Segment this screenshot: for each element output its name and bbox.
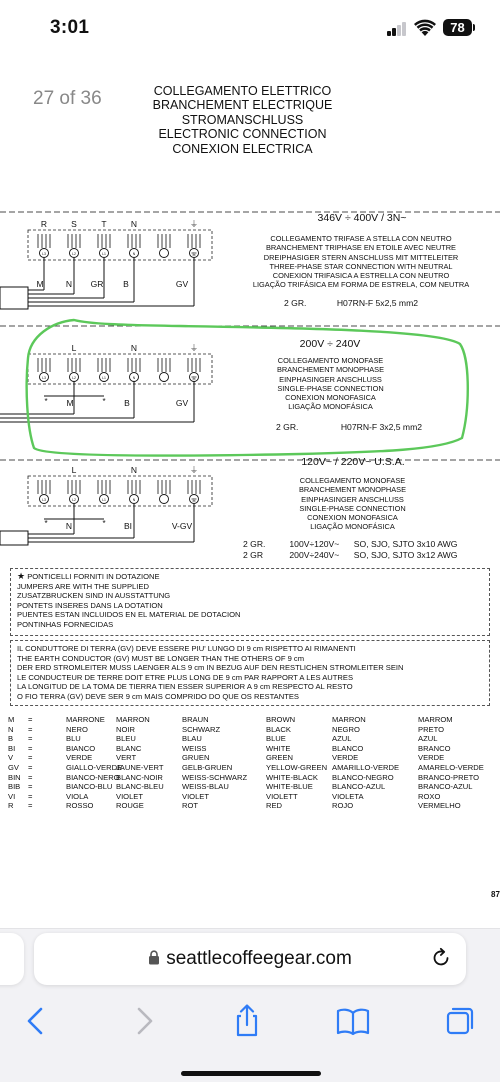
battery-tip [473, 24, 475, 31]
legend-row [8, 725, 498, 735]
note-line: JUMPERS ARE WITH THE SUPPLIED [17, 581, 149, 591]
legend-cell: GELB-GRUEN [182, 762, 233, 772]
terminal-block-outline [28, 354, 212, 384]
legend-cell: VERDE [418, 753, 445, 763]
legend-row [8, 744, 498, 754]
legend-cell: = [28, 734, 33, 744]
legend-cell: BIB [8, 782, 21, 792]
note-text: PONTICELLI FORNITI IN DOTAZIONE [27, 572, 160, 581]
terminal-top-label: N [130, 219, 138, 229]
legend-cell: VIOLET [116, 791, 144, 801]
desc-line: THREE-PHASE STAR CONNECTION WITH NEUTRAL [269, 261, 453, 271]
legend-row [8, 782, 498, 792]
terminal-label: L3 [42, 498, 46, 502]
legend-cell: VERDE [332, 753, 359, 763]
terminal-top-label: L [71, 343, 77, 353]
cable-sheath [0, 287, 28, 309]
legend-cell: VERDE [66, 753, 93, 763]
status-bar [0, 0, 500, 58]
terminal-top-label: R [40, 219, 48, 229]
desc-line: EINPHASINGER ANSCHLUSS [301, 494, 404, 504]
legend-row [8, 715, 498, 725]
legend-cell: AZUL [418, 734, 438, 744]
desc-line: BRANCHEMENT MONOPHASE [298, 485, 407, 495]
legend-cell: BLANCO-NEGRO [332, 772, 394, 782]
share-icon[interactable] [227, 1001, 267, 1041]
note-line: THE EARTH CONDUCTOR (GV) MUST BE LONGER THAN THE OTHERS OF 9 cm [17, 653, 305, 663]
status-time: 3:01 [50, 17, 90, 38]
terminal-label: L3 [42, 376, 46, 380]
wire-label: M [36, 279, 44, 289]
legend-cell: BLANCO [332, 743, 364, 753]
legend-cell: MARRON [116, 715, 150, 724]
legend-cell: JAUNE-VERT [116, 762, 164, 772]
jumper-star: * [44, 519, 48, 528]
legend-row [8, 792, 498, 802]
legend-cell: VERT [116, 753, 137, 763]
cable-sheath [0, 531, 28, 545]
legend-cell: MARRON [332, 715, 366, 724]
legend-cell: BRANCO [418, 743, 451, 753]
legend-cell: GREEN [266, 753, 294, 763]
jumper-star: * [44, 397, 48, 406]
jumpers-note [10, 568, 490, 636]
desc-line: BRANCHEMENT TRIPHASE EN ETOILE AVEC NEUTRE [265, 243, 456, 253]
note-line: PONTINHAS FORNECIDAS [17, 619, 114, 629]
section3-description [280, 476, 425, 532]
wifi-icon [414, 19, 436, 37]
desc-line: SINGLE-PHASE CONNECTION [277, 383, 384, 393]
browser-toolbar [0, 993, 500, 1043]
legend-cell: MARROM [418, 715, 453, 724]
legend-cell: BRANCO-PRETO [418, 772, 480, 782]
legend-cell: ROT [182, 801, 199, 811]
wire-label: B [123, 279, 129, 289]
legend-cell: VIOLETA [332, 791, 364, 801]
legend-cell: WEISS-BLAU [182, 782, 229, 792]
note-line: O FIO TERRA (GV) DEVE SER 9 cm MAIS COMPRIDO DO QUE OS RESTANTES [17, 691, 299, 701]
section3-voltage: 120V~ / 220V~ U.S.A. [301, 456, 405, 468]
home-indicator [181, 1071, 321, 1076]
terminal-top-label: N [130, 465, 138, 475]
desc-line: CONEXION MONOFASICA [285, 393, 376, 403]
legend-cell: GV [8, 762, 19, 772]
section3-cable-row [243, 539, 457, 549]
page-number: 87 [491, 890, 500, 899]
terminal-screw [160, 249, 169, 258]
terminal-label: N [132, 498, 136, 502]
page-counter: 27 of 36 [33, 88, 102, 109]
legend-cell: WHITE [266, 743, 291, 753]
legend-cell: R [8, 801, 14, 811]
wire-label: N [65, 279, 73, 289]
wire-label: M [66, 398, 74, 408]
wire-label: GV [175, 279, 189, 289]
desc-line: COLLEGAMENTO MONOFASE [277, 356, 384, 365]
note-line: LA LONGITUD DE LA TOMA DE TIERRA TIEN ESSER SUPERIOR A 9 cm RESPECTO AL RESTO [17, 682, 353, 692]
desc-line: DREIPHASIGER STERN ANSCHLUSS MIT MITTELEITER [263, 252, 459, 262]
lock-icon [148, 950, 160, 965]
legend-cell: BLANC-NOIR [116, 772, 163, 782]
legend-cell: BIN [8, 772, 21, 782]
note-line: PONTETS INSERES DANS LA DOTATION [17, 600, 163, 610]
legend-cell: AMARELO-VERDE [418, 762, 484, 772]
terminal-label: ⏚ [192, 252, 196, 256]
terminal-screw [160, 495, 169, 504]
cable-type: SO, SJO, SJTO 3x12 AWG [353, 550, 458, 560]
desc-line: CONEXION TRIFASICA A ESTRELLA CON NEUTRO [272, 271, 450, 281]
terminal-top-label: ⏚ [189, 343, 199, 353]
jumper-star: * [102, 519, 106, 528]
desc-line: CONEXION MONOFASICA [307, 513, 398, 523]
terminal-label: ⏚ [192, 498, 196, 502]
legend-cell: BIANCO-NERO [66, 772, 120, 782]
wire-label: GV [175, 398, 189, 408]
legend-cell: BRAUN [182, 715, 209, 724]
legend-cell: BLUE [266, 734, 286, 744]
terminal-label: L2 [72, 376, 76, 380]
legend-cell: BLACK [266, 724, 291, 734]
title-line: BRANCHEMENT ELECTRIQUE [152, 98, 333, 113]
legend-cell: ROJO [332, 801, 354, 811]
address-bar[interactable] [34, 933, 466, 985]
legend-cell: BLANCO-AZUL [332, 782, 386, 792]
terminal-top-label: T [101, 219, 107, 229]
desc-line: LIGAÇÃO TRIFÁSICA EM FORMA DE ESTRELA, COM NEUTRA [252, 280, 470, 290]
note-line: DER ERD STROMLEITER MUSS LAENGER ALS 9 cm IN BEZUG AUF DEN RESTLICHEN STROMLEITER SEIN [17, 663, 404, 673]
title-line: COLLEGAMENTO ELETTRICO [153, 84, 332, 98]
desc-line: COLLEGAMENTO MONOFASE [299, 476, 406, 485]
desc-line: COLLEGAMENTO TRIFASE A STELLA CON NEUTRO [270, 234, 452, 243]
section1-cable [284, 298, 418, 308]
browser-bottom-bar [0, 928, 500, 1082]
legend-cell: YELLOW-GREEN [266, 762, 328, 772]
legend-cell: = [28, 762, 33, 772]
legend-cell: VIOLA [66, 791, 89, 801]
legend-row [8, 801, 498, 811]
terminal-label: ⏚ [192, 376, 196, 380]
cellular-signal-icon [387, 22, 407, 36]
terminal-label: N [132, 376, 136, 380]
legend-cell: BLEU [116, 734, 136, 744]
terminal-top-label: N [130, 343, 138, 353]
note-line: LE CONDUCTEUR DE TERRE DOIT ETRE PLUS LONG DE 9 cm PAR RAPPORT A LES AUTRES [17, 672, 354, 682]
terminal-top-label: ⏚ [189, 219, 199, 229]
legend-cell: RED [266, 801, 283, 811]
legend-cell: GIALLO-VERDE [66, 762, 123, 772]
title-line: CONEXION ELECTRICA [172, 141, 313, 156]
title-line: ELECTRONIC CONNECTION [158, 127, 327, 142]
document-page[interactable] [0, 58, 500, 928]
legend-cell: NOIR [116, 724, 135, 734]
desc-line: LIGAÇÃO MONOFÁSICA [288, 402, 373, 412]
legend-cell: = [28, 715, 33, 724]
cable-type: H07RN-F 3x2,5 mm2 [340, 422, 423, 432]
terminal-label: L3 [42, 252, 46, 256]
terminal-label: L1 [102, 252, 106, 256]
legend-cell: WEISS [182, 743, 207, 753]
reload-icon[interactable] [430, 947, 452, 969]
terminal-label: L1 [102, 376, 106, 380]
cable-type: SO, SJO, SJTO 3x10 AWG [353, 539, 458, 549]
legend-row [8, 773, 498, 783]
legend-cell: SCHWARZ [182, 724, 221, 734]
previous-tab-url-pill[interactable] [0, 933, 24, 985]
wiring-diagrams [0, 58, 500, 578]
cable-gr: 2 GR [243, 550, 264, 560]
legend-cell: BLANC-BLEU [116, 782, 164, 792]
legend-cell: ROSSO [66, 801, 94, 811]
cable-gr: 2 GR. [284, 298, 307, 308]
cable-volt: 200V÷240V~ [289, 550, 340, 560]
legend-cell: WHITE-BLUE [266, 782, 313, 792]
section3-cable-row [243, 550, 457, 560]
wire-label: N [65, 521, 73, 531]
battery-icon: 78 [443, 19, 472, 36]
legend-cell: PRETO [418, 724, 445, 734]
section2-cable [276, 422, 422, 432]
legend-cell: ROXO [418, 791, 441, 801]
section2-voltage: 200V ÷ 240V [299, 338, 361, 350]
star-icon: ★ [17, 571, 26, 581]
cable-type: H07RN-F 5x2,5 mm2 [336, 298, 419, 308]
section1-description [236, 234, 486, 290]
section2-description [258, 356, 403, 412]
legend-cell: AZUL [332, 734, 352, 744]
terminal-top-label: L [71, 465, 77, 475]
legend-cell: MARRONE [66, 715, 105, 724]
legend-cell: BROWN [266, 715, 296, 724]
legend-cell: BIANCO [66, 743, 96, 753]
legend-cell: BI [8, 743, 16, 753]
legend-row [8, 763, 498, 773]
legend-cell: VERMELHO [418, 801, 461, 811]
wire-label: B [124, 398, 130, 408]
url-display[interactable] [34, 948, 466, 970]
legend-cell: = [28, 724, 33, 734]
forward-icon[interactable] [124, 1001, 164, 1041]
jumper-star: * [102, 397, 106, 406]
terminal-top-label: ⏚ [189, 465, 199, 475]
legend-cell: BLU [66, 734, 81, 744]
cable-gr: 2 GR. [243, 539, 266, 549]
color-legend [8, 715, 498, 811]
legend-row [8, 734, 498, 744]
wire-label: BI [123, 521, 133, 531]
wire-label: V-GV [171, 521, 193, 531]
legend-cell: BIANCO-BLU [66, 782, 113, 792]
legend-cell: = [28, 753, 33, 763]
tabs-icon[interactable] [440, 1001, 480, 1041]
legend-cell: VI [8, 791, 16, 801]
legend-cell: AMARILLO-VERDE [332, 762, 400, 772]
legend-cell: BRANCO-AZUL [418, 782, 473, 792]
desc-line: BRANCHEMENT MONOPHASE [276, 365, 385, 375]
legend-cell: NERO [66, 724, 88, 734]
note-line [17, 572, 483, 582]
terminal-label: N [132, 252, 136, 256]
bookmarks-icon[interactable] [333, 1001, 373, 1041]
terminal-label: L2 [72, 252, 76, 256]
legend-cell: BLANC [116, 743, 142, 753]
terminal-screw [160, 373, 169, 382]
legend-cell: V [8, 753, 14, 763]
back-icon[interactable] [16, 1001, 56, 1041]
legend-cell: WEISS-SCHWARZ [182, 772, 248, 782]
legend-cell: M [8, 715, 15, 724]
legend-row [8, 753, 498, 763]
title-line: STROMANSCHLUSS [181, 112, 304, 127]
legend-cell: = [28, 801, 33, 811]
cable-gr: 2 GR. [276, 422, 299, 432]
legend-cell: = [28, 772, 33, 782]
desc-line: EINPHASINGER ANSCHLUSS [279, 374, 382, 384]
legend-cell: BLAU [182, 734, 202, 744]
legend-cell: VIOLETT [266, 791, 298, 801]
note-line: IL CONDUTTORE DI TERRA (GV) DEVE ESSERE PIU' LUNGO DI 9 cm RISPETTO AI RIMANENTI [17, 644, 356, 653]
earth-conductor-note [10, 640, 490, 706]
desc-line: SINGLE-PHASE CONNECTION [299, 503, 406, 513]
legend-cell: B [8, 734, 14, 744]
section1-voltage: 346V ÷ 400V / 3N~ [317, 212, 407, 224]
desc-line: LIGAÇÃO MONOFÁSICA [310, 522, 395, 532]
legend-cell: = [28, 782, 33, 792]
terminal-label: L2 [72, 498, 76, 502]
cable-volt: 100V÷120V~ [289, 539, 340, 549]
legend-cell: NEGRO [332, 724, 360, 734]
note-line: ZUSATZBRUCKEN SIND IN AUSSTATTUNG [17, 591, 171, 601]
legend-cell: GRUEN [182, 753, 210, 763]
legend-cell: = [28, 791, 33, 801]
terminal-label: L1 [102, 498, 106, 502]
legend-cell: VIOLET [182, 791, 210, 801]
terminal-top-label: S [71, 219, 77, 229]
legend-cell: WHITE-BLACK [266, 772, 318, 782]
terminal-block-outline [28, 476, 212, 506]
legend-cell: N [8, 724, 14, 734]
legend-cell: = [28, 743, 33, 753]
terminal-block-outline [28, 230, 212, 260]
wire-label: GR [90, 279, 104, 289]
note-line: PUENTES ESTAN INCLUIDOS EN EL MATERIAL DE DOTACION [17, 610, 241, 620]
url-text: seattlecoffeegear.com [166, 948, 352, 969]
legend-cell: ROUGE [116, 801, 144, 811]
